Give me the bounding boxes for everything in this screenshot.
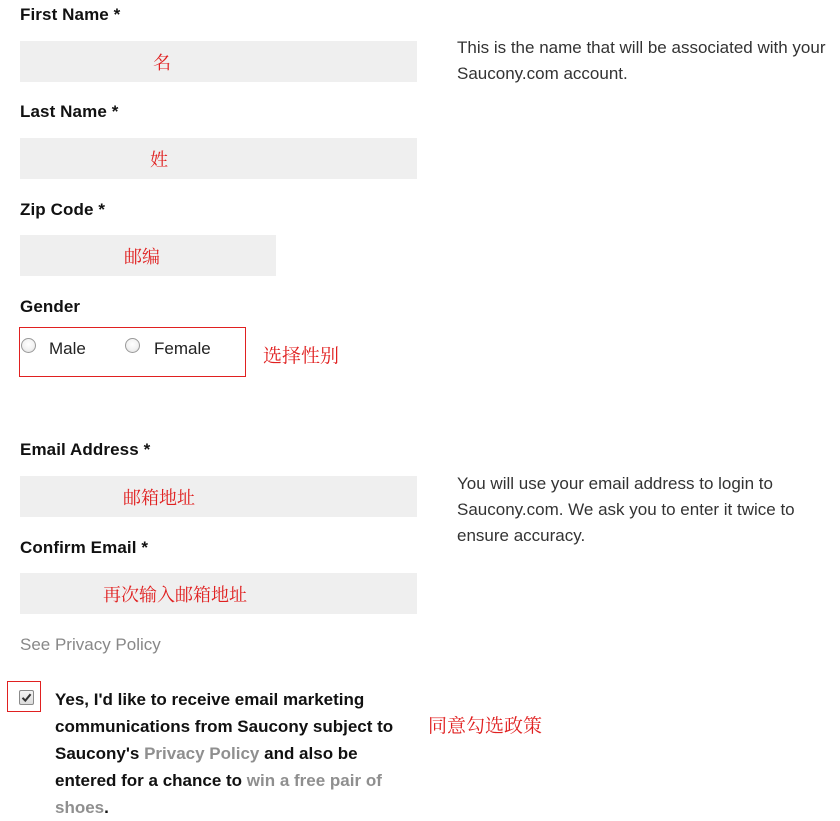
name-help-text: This is the name that will be associated with your Saucony.com account. — [457, 38, 826, 83]
zip-code-input[interactable]: 邮编 — [20, 235, 276, 276]
confirm-email-label: Confirm Email * — [20, 538, 149, 557]
confirm-email-input[interactable]: 再次输入邮箱地址 — [20, 573, 417, 614]
consent-text-part-2: and also be entered for a chance to — [55, 744, 358, 790]
female-radio-button[interactable] — [125, 338, 140, 353]
email-help-text: You will use your email address to login to Saucony.com. We ask you to enter it twice to ensure accuracy. — [457, 474, 795, 545]
email-label: Email Address * — [20, 440, 151, 459]
consent-text-part-1: Yes, I'd like to receive email marketing communications from Saucony subject to Saucony's — [55, 690, 394, 763]
see-privacy-policy-link[interactable]: See Privacy Policy — [20, 635, 161, 654]
first-name-input[interactable]: 名 — [20, 41, 417, 82]
zip-code-label: Zip Code * — [20, 200, 106, 219]
consent-annotation: 同意勾选政策 — [428, 715, 543, 737]
male-radio-button[interactable] — [21, 338, 36, 353]
win-free-shoes-link[interactable]: win a free pair of shoes — [55, 771, 382, 817]
last-name-label: Last Name * — [20, 102, 119, 121]
privacy-policy-link[interactable]: Privacy Policy — [144, 744, 260, 763]
first-name-label: First Name * — [20, 5, 121, 24]
gender-annotation: 选择性别 — [263, 345, 340, 367]
male-radio-label[interactable]: Male — [49, 339, 86, 358]
gender-label: Gender — [20, 297, 81, 316]
last-name-input[interactable]: 姓 — [20, 138, 417, 179]
email-input[interactable]: 邮箱地址 — [20, 476, 417, 517]
consent-text — [55, 686, 420, 821]
female-radio-label[interactable]: Female — [154, 339, 211, 358]
consent-text-part-3: . — [104, 798, 109, 817]
checkmark-icon — [21, 692, 32, 703]
consent-checkbox[interactable] — [19, 690, 34, 705]
